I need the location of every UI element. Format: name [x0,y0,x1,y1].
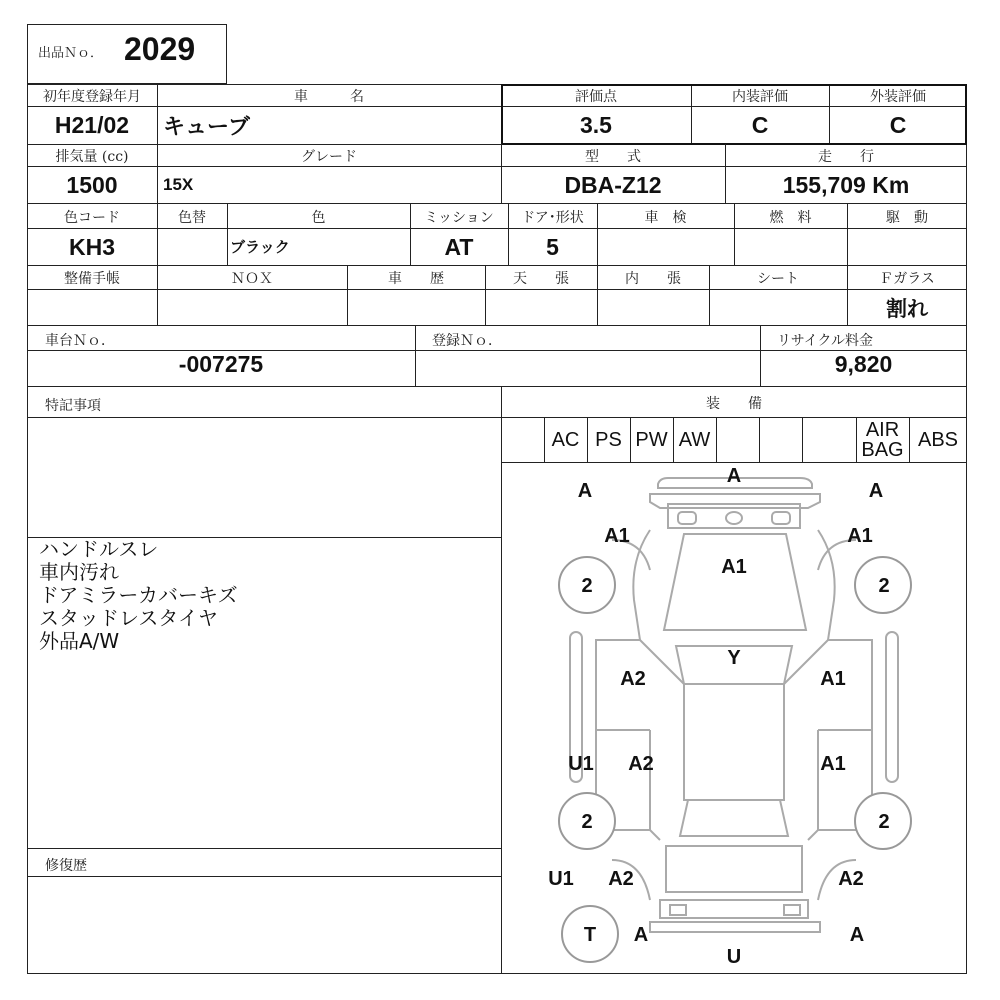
first-reg-value: H21/02 [54,112,130,138]
grade-value: 15X [163,175,194,194]
damage-mark: A [633,924,649,946]
equip-ps: PS [595,428,622,451]
damage-mark: 2 [581,811,593,833]
fuel-label: 燃 料 [769,209,812,226]
color-code-value: KH3 [68,233,115,260]
inspection-label: 車 検 [644,209,687,226]
damage-mark: A [868,480,884,502]
damage-mark: 2 [878,575,890,597]
interior-label: 内装評価 [732,89,788,105]
equip-slot-empty [759,418,802,462]
chassis-label: 車台Ｎｏ． [45,333,115,349]
lining-value [597,290,709,325]
history-label: 車 歴 [388,271,444,287]
drive-value [847,229,967,265]
seat-label: シート [757,271,799,287]
damage-mark: A2 [838,868,864,890]
nox-value [157,290,347,325]
doors-label: ドア･形状 [521,209,584,226]
model-value: DBA-Z12 [564,171,662,198]
roof-label: 天 張 [513,271,569,287]
damage-mark: A1 [604,525,630,547]
equip-slot-empty [501,418,544,462]
mission-label: ミッション [424,209,494,226]
repaint-value [157,229,227,265]
history-value [347,290,485,325]
damage-mark: A1 [721,556,747,578]
note-line: スタッドレスタイヤ [39,606,218,630]
doors-value: 5 [546,233,559,260]
chassis-value: -007275 [178,350,264,377]
displacement-label: 排気量 (cc) [55,149,129,165]
damage-mark: U1 [548,868,574,890]
score-value: 3.5 [580,112,612,138]
equip-airbag: AIR BAG [861,419,904,461]
equip-abs: ABS [917,428,959,451]
note-line: 車内汚れ [39,560,119,584]
equip-slot-empty [716,418,759,462]
maintenance-label: 整備手帳 [64,271,120,287]
note-line: ドアミラーカバーキズ [39,583,238,607]
color-value: ブラック [230,238,290,256]
registration-label: 登録Ｎｏ． [432,333,502,349]
lot-box [27,24,227,84]
nox-label: ＮＯＸ [231,271,273,287]
repair-label: 修復歴 [45,858,87,874]
damage-mark: T [583,924,597,946]
first-reg-label: 初年度登録年月 [43,89,141,105]
lot-label: 出品Ｎｏ． [38,46,104,61]
maintenance-value [27,290,157,325]
damage-mark: A1 [820,668,846,690]
notes-list [39,538,238,653]
note-line: 外品A/W [39,629,120,653]
equipment-label: 装 備 [706,395,762,412]
color-label: 色 [311,209,326,226]
note-line: ハンドルスレ [39,537,159,561]
lining-label: 内 張 [625,271,681,287]
damage-mark: A2 [608,868,634,890]
model-label: 型 式 [585,149,641,165]
car-diagram [501,463,967,974]
damage-mark: A [726,465,742,487]
score-label: 評価点 [575,89,617,105]
mission-value: AT [444,233,474,260]
fglass-value: 割れ [886,296,928,321]
roof-value [485,290,597,325]
damage-mark: U1 [568,753,594,775]
seat-value [709,290,847,325]
damage-mark: 2 [878,811,890,833]
color-code-label: 色コード [64,209,120,226]
equip-aw: AW [678,428,711,451]
fglass-label: Ｆガラス [879,271,935,287]
notes-label: 特記事項 [45,398,101,414]
damage-mark: Y [727,647,741,669]
car-name-value: キューブ [163,115,250,140]
recycle-label: リサイクル料金 [777,333,874,349]
damage-mark: A2 [628,753,654,775]
equip-slot-empty [802,418,856,462]
damage-mark: A1 [847,525,873,547]
mileage-label: 走 行 [818,149,874,165]
damage-mark: A [849,924,865,946]
damage-mark: A2 [620,668,646,690]
inspection-value [597,229,734,265]
tire-circles [559,557,911,962]
damage-mark: A [577,480,593,502]
interior-value: C [751,112,769,138]
exterior-value: C [889,112,907,138]
damage-mark: A1 [820,753,846,775]
exterior-label: 外装評価 [870,89,926,105]
equip-ac: AC [551,428,580,451]
grade-label: グレード [301,149,357,165]
damage-mark: 2 [581,575,593,597]
car-name-label: 車 名 [294,89,364,105]
damage-mark: U [726,946,742,968]
drive-label: 駆 動 [886,209,928,226]
repaint-label: 色替 [178,209,206,226]
mileage-value: 155,709 Km [782,171,910,198]
fuel-value [734,229,847,265]
recycle-value: 9,820 [834,350,893,377]
lot-number: 2029 [124,31,196,67]
displacement-value: 1500 [66,171,118,198]
equip-pw: PW [635,428,668,451]
